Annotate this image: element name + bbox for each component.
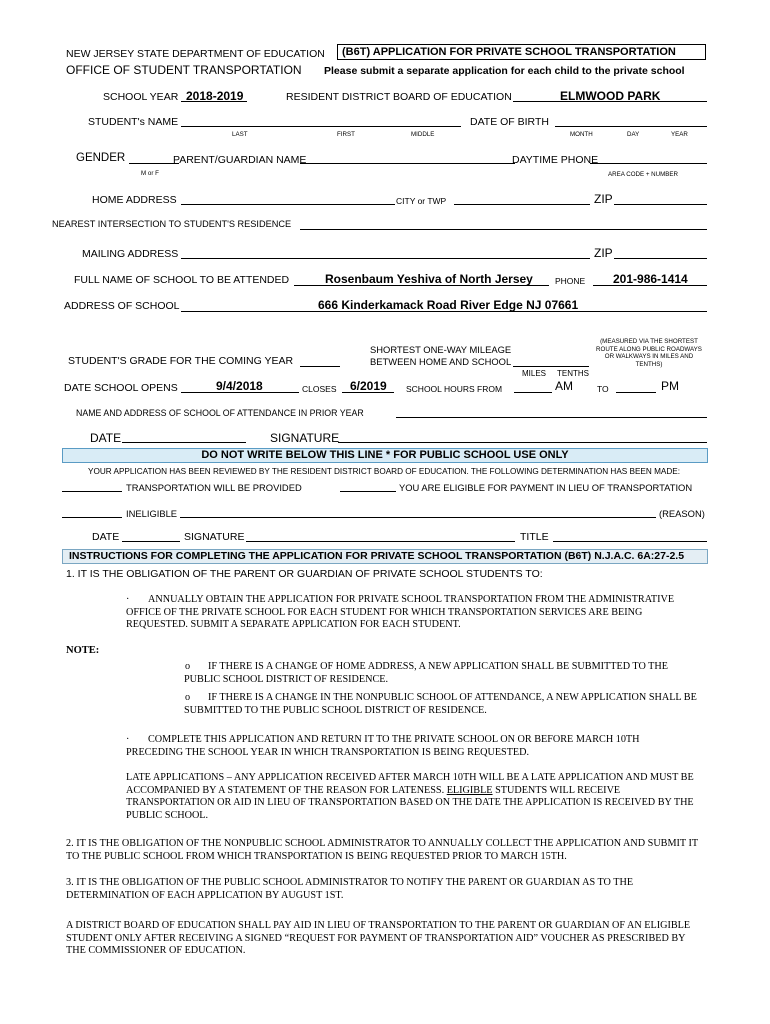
dob-day-hint: DAY [627, 131, 640, 138]
signature-line[interactable] [338, 442, 707, 443]
note-label: NOTE: [66, 645, 100, 656]
intersection-label: NEAREST INTERSECTION TO STUDENT'S RESIDENCE [52, 219, 292, 229]
reviewed-text: YOUR APPLICATION HAS BEEN REVIEWED BY THE RESIDENT DISTRICT BOARD OF EDUCATION. THE FOLLOWING DETERMINATION HAS BEEN MADE: [88, 467, 681, 476]
mileage-label-1: SHORTEST ONE-WAY MILEAGE [370, 344, 512, 355]
district-label: RESIDENT DISTRICT BOARD OF EDUCATION [286, 91, 512, 103]
name-last-hint: LAST [232, 131, 248, 138]
daytime-label: DAYTIME PHONE [512, 154, 599, 166]
zip2-label: ZIP [594, 246, 613, 260]
reason-label: (REASON) [659, 508, 705, 519]
mailing-label: MAILING ADDRESS [82, 248, 179, 260]
instruction-item-1: 1. IT IS THE OBLIGATION OF THE PARENT OR GUARDIAN OF PRIVATE SCHOOL STUDENTS TO: [66, 568, 543, 580]
reason-line[interactable] [180, 517, 656, 518]
school-year-label: SCHOOL YEAR [103, 91, 179, 103]
official-signature-line[interactable] [246, 541, 515, 542]
dob-year-hint: YEAR [671, 131, 688, 138]
ineligible-line[interactable] [62, 517, 122, 518]
district-value[interactable]: ELMWOOD PARK [560, 89, 661, 103]
gender-line[interactable] [129, 163, 179, 164]
ineligible-label: INELIGIBLE [126, 508, 178, 519]
gender-label: GENDER [76, 152, 126, 164]
note2-text: IF THERE IS A CHANGE IN THE NONPUBLIC SCHOOL OF ATTENDANCE, A NEW APPLICATION SHALL BE SUBMITTED TO THE PUBLIC SCHOOL DISTRICT OF RESIDENCE. [184, 692, 697, 716]
para-late [126, 772, 706, 822]
provided-line[interactable] [62, 491, 122, 492]
para-late-a: LATE APPLICATIONS – ANY APPLICATION RECEIVED AFTER MARCH 10TH WILL BE A LATE APPLICATION AND MUST BE ACCOMPANIED BY A STATEMENT OF THE REASON FOR LATENESS. [126, 772, 694, 796]
mileage-label-2: BETWEEN HOME AND SCHOOL [370, 356, 512, 367]
signature-label: SIGNATURE [270, 431, 340, 445]
closes-label: CLOSES [302, 384, 337, 394]
eligible-payment-line[interactable] [340, 491, 396, 492]
student-name-label: STUDENT's NAME [88, 116, 179, 128]
mileage-line[interactable] [513, 366, 589, 367]
instruction-item-2: 2. IT IS THE OBLIGATION OF THE NONPUBLIC SCHOOL ADMINISTRATOR TO ANNUALLY COLLECT THE APPLICATION AND SUBMIT IT TO THE PUBLIC SCHOOL FROM WHICH TRANSPORTATION IS BEING REQUESTED PRIOR TO MARCH 15TH. [66, 838, 698, 862]
date-label: DATE [90, 431, 122, 445]
grade-line[interactable] [300, 366, 340, 367]
gender-hint: M or F [141, 170, 159, 177]
prior-school-label: NAME AND ADDRESS OF SCHOOL OF ATTENDANCE IN PRIOR YEAR [76, 408, 364, 418]
para-late-eligible: ELIGIBLE [446, 784, 493, 796]
city-label: CITY or TWP [396, 196, 447, 206]
intersection-label-wrap [52, 219, 298, 229]
note1-bullet: o [185, 661, 191, 672]
official-date-label: DATE [92, 531, 120, 543]
home-address-line[interactable] [181, 204, 395, 205]
student-name-line[interactable] [181, 126, 461, 127]
pm-label: PM [661, 379, 679, 393]
date-line[interactable] [122, 442, 246, 443]
name-middle-hint: MIDDLE [411, 131, 435, 138]
provided-label: TRANSPORTATION WILL BE PROVIDED [126, 482, 302, 493]
closes-value[interactable]: 6/2019 [350, 379, 387, 393]
office-name: OFFICE OF STUDENT TRANSPORTATION [66, 63, 302, 77]
eligible-payment-label: YOU ARE ELIGIBLE FOR PAYMENT IN LIEU OF TRANSPORTATION [399, 482, 693, 493]
zip-line[interactable] [614, 204, 707, 205]
bullet-annually: · [126, 594, 130, 605]
am-label: AM [555, 379, 573, 393]
provided-label-wrap [126, 482, 301, 493]
official-title-line[interactable] [553, 541, 707, 542]
intersection-line[interactable] [300, 229, 707, 230]
phone-value[interactable]: 201-986-1414 [613, 272, 688, 286]
para-annually: ANNUALLY OBTAIN THE APPLICATION FOR PRIVATE SCHOOL TRANSPORTATION FROM THE ADMINISTRATIVE OFFICE OF THE PRIVATE SCHOOL FOR EACH STUDENT FOR WHICH TRANSPORTATION SERVICES ARE BEING REQUESTED. SUBMIT A SEPARATE APPLICATION FOR EACH STUDENT. [126, 594, 675, 631]
to-label: TO [597, 384, 609, 394]
dob-month-hint: MONTH [570, 131, 593, 138]
daytime-label-wrap [512, 154, 599, 166]
parent-label: PARENT/GUARDIAN NAME [173, 154, 307, 166]
note1-text: IF THERE IS A CHANGE OF HOME ADDRESS, A NEW APPLICATION SHALL BE SUBMITTED TO THE PUBLIC SCHOOL DISTRICT OF RESIDENCE. [184, 661, 668, 685]
hours-to-line[interactable] [616, 392, 656, 393]
tenths-hint: TENTHS [557, 369, 589, 378]
school-address-label: ADDRESS OF SCHOOL [64, 300, 180, 312]
name-first-hint: FIRST [337, 131, 355, 138]
grade-label: STUDENT'S GRADE FOR THE COMING YEAR [68, 355, 294, 367]
instruction-item-3: 3. IT IS THE OBLIGATION OF THE PUBLIC SCHOOL ADMINISTRATOR TO NOTIFY THE PARENT OR GUARDIAN AS TO THE DETERMINATION OF EACH APPLICATION BY AUGUST 1ST. [66, 877, 634, 901]
dob-line[interactable] [555, 126, 707, 127]
official-date-line[interactable] [122, 541, 180, 542]
official-title-label: TITLE [520, 531, 549, 543]
instructions-banner: INSTRUCTIONS FOR COMPLETING THE APPLICATION FOR PRIVATE SCHOOL TRANSPORTATION (B6T) N.J.A.C. 6A:27-2.5 [62, 549, 708, 564]
parent-line[interactable] [300, 163, 515, 164]
mailing-line[interactable] [181, 258, 590, 259]
school-name-label: FULL NAME OF SCHOOL TO BE ATTENDED [74, 274, 290, 286]
measured-note: (MEASURED VIA THE SHORTEST ROUTE ALONG PUBLIC ROADWAYS OR WALKWAYS IN MILES AND TENTHS) [596, 338, 702, 368]
daytime-line[interactable] [590, 163, 707, 164]
opens-value[interactable]: 9/4/2018 [216, 379, 263, 393]
para-late-b: STUDENTS WILL RECEIVE TRANSPORTATION OR AID IN LIEU OF TRANSPORTATION BASED ON THE DATE THE APPLICATION IS RECEIVED BY THE PUBLIC SCHOOL. [126, 784, 694, 821]
dob-label: DATE OF BIRTH [470, 116, 549, 128]
school-address-value[interactable]: 666 Kinderkamack Road River Edge NJ 07661 [318, 298, 579, 312]
phone-label: PHONE [555, 276, 586, 286]
form-subtitle: Please submit a separate application for each child to the private school [324, 65, 685, 77]
prior-school-line[interactable] [396, 417, 707, 418]
parent-label-wrap [173, 154, 307, 166]
official-use-banner: DO NOT WRITE BELOW THIS LINE * FOR PUBLIC SCHOOL USE ONLY [62, 448, 708, 463]
closing-paragraph: A DISTRICT BOARD OF EDUCATION SHALL PAY AID IN LIEU OF TRANSPORTATION TO THE PARENT OR GUARDIAN OF AN ELIGIBLE STUDENT ONLY AFTER RECEIVING A SIGNED “REQUEST FOR PAYMENT OF TRANSPORTATION AID” VOUCHER AS PRESCRIBED BY THE COMMISSIONER OF EDUCATION. [66, 920, 691, 957]
zip2-line[interactable] [614, 258, 707, 259]
zip-label: ZIP [594, 192, 613, 206]
school-name-value[interactable]: Rosenbaum Yeshiva of North Jersey [325, 272, 533, 286]
daytime-hint: AREA CODE + NUMBER [608, 171, 678, 178]
official-signature-label: SIGNATURE [184, 531, 245, 543]
hours-label: SCHOOL HOURS FROM [406, 384, 503, 394]
city-line[interactable] [454, 204, 590, 205]
note2-bullet: o [185, 692, 191, 703]
hours-from-line[interactable] [514, 392, 552, 393]
para-complete: COMPLETE THIS APPLICATION AND RETURN IT TO THE PRIVATE SCHOOL ON OR BEFORE MARCH 10TH PRECEDING THE SCHOOL YEAR IN WHICH TRANSPORTATION IS BEING REQUESTED. [126, 734, 640, 758]
school-year-value[interactable]: 2018-2019 [186, 89, 244, 103]
form-title: (B6T) APPLICATION FOR PRIVATE SCHOOL TRANSPORTATION [337, 44, 706, 60]
home-address-label: HOME ADDRESS [92, 194, 177, 206]
bullet-complete: · [126, 734, 130, 745]
dept-name: NEW JERSEY STATE DEPARTMENT OF EDUCATION [66, 48, 325, 60]
miles-hint: MILES [522, 369, 547, 378]
opens-label: DATE SCHOOL OPENS [64, 382, 178, 394]
